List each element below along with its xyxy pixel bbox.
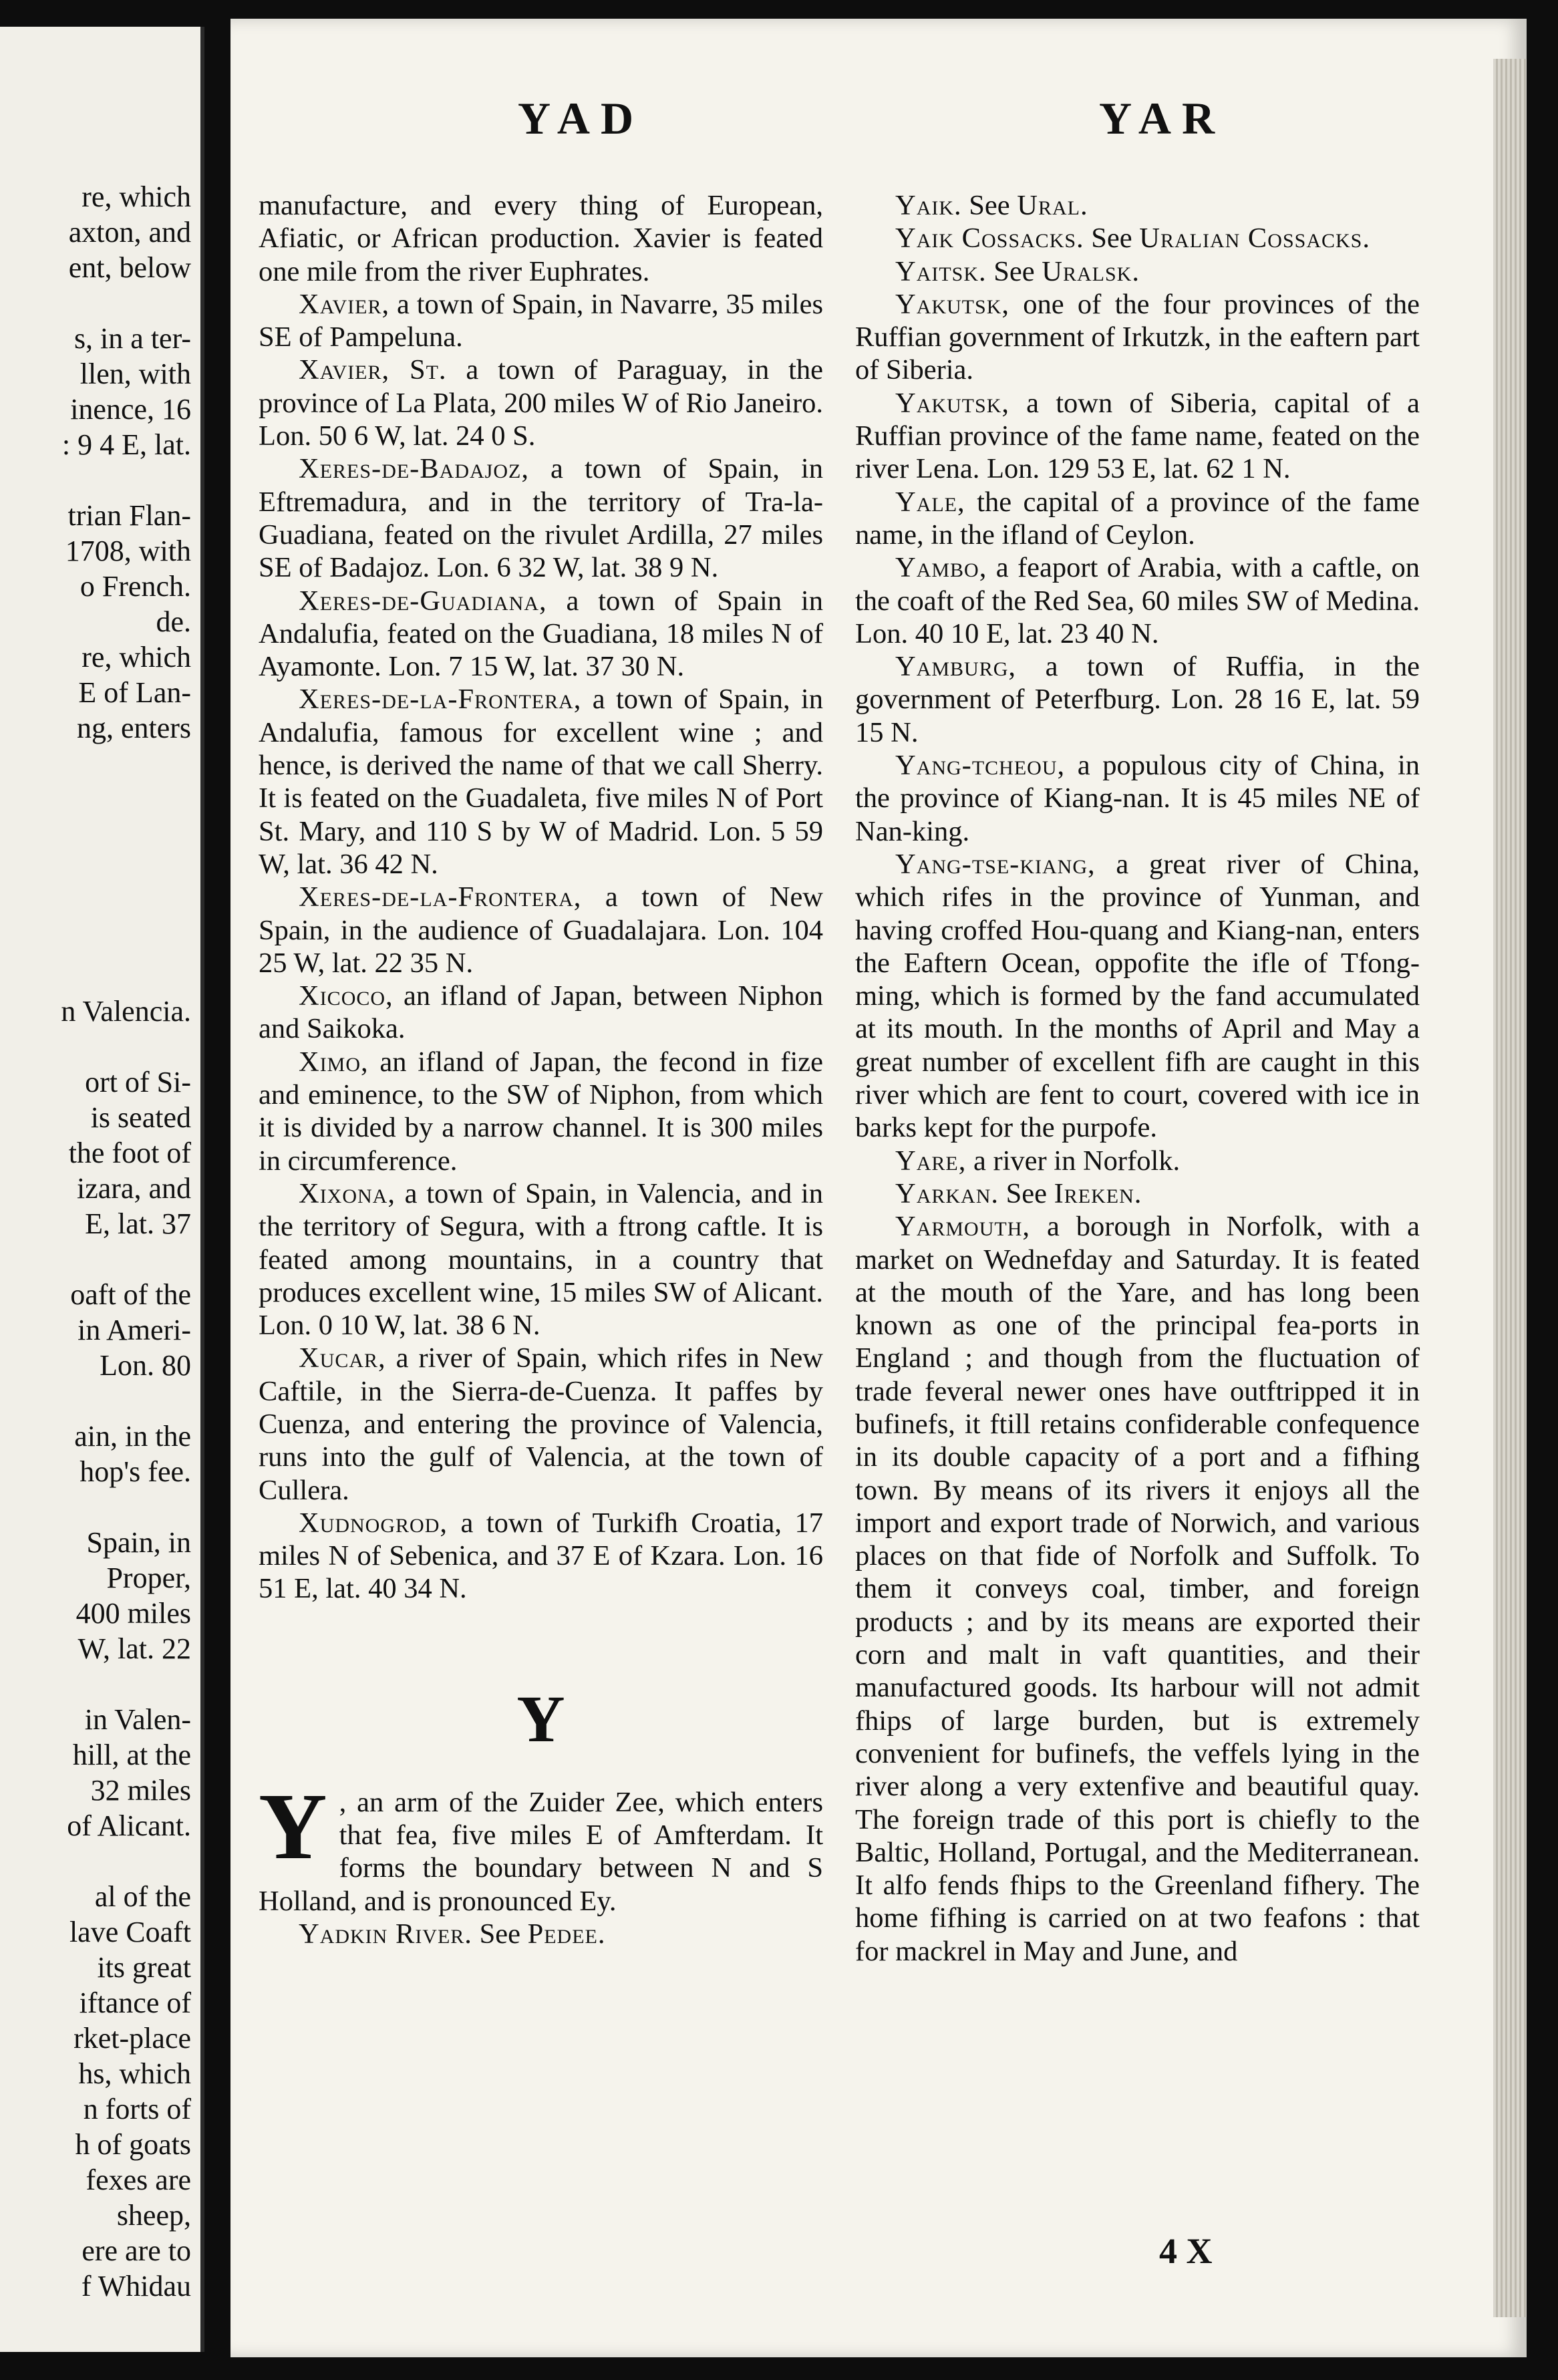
dictionary-entry: [259, 1773, 823, 1918]
entry-headword: Yang-tcheou,: [895, 750, 1066, 782]
dictionary-entry: [259, 1177, 823, 1342]
fragment-line: re, which: [82, 641, 191, 674]
entry-text: a populous city of China, in the province of Kiang-nan. It is 45 miles NE of Nan-king.: [855, 750, 1420, 847]
fragment-line: ere are to: [82, 2234, 191, 2267]
entry-headword: Yang-tse-kiang,: [895, 848, 1096, 880]
fragment-line: the foot of: [68, 1137, 191, 1169]
fragment-line: ain, in the: [74, 1420, 191, 1453]
entry-headword: Xixona,: [299, 1177, 396, 1209]
section-letter: Y: [516, 1681, 565, 1756]
fragment-line: Lon. 80: [100, 1349, 191, 1382]
entry-text: a feaport of Arabia, with a caftle, on the coaft of the Red Sea, 60 miles SW of Medina. Lon. 40 10 E, lat. 23 40 N.: [855, 552, 1420, 649]
entry-text: See: [1084, 222, 1140, 255]
adjacent-page-fragment: [0, 27, 204, 2352]
entry-headword: Xavier,: [299, 288, 390, 320]
entry-text: a town of Spain, in Navarre, 35 miles SE of Pampeluna.: [259, 288, 823, 353]
entry-headword: Yakutsk,: [895, 387, 1009, 419]
dictionary-entry: [855, 551, 1420, 650]
entry-cross-reference: Uralian Cossacks.: [1139, 222, 1370, 255]
fragment-line: in Valen-: [84, 1703, 191, 1736]
entry-text: a town of New Spain, in the audience of Guadalajara. Lon. 104 25 W, lat. 22 35 N.: [259, 881, 823, 979]
entry-text: a borough in Norfolk, with a market on Wednefday and Saturday. It is feated at the mouth of the Yare, and has long been known as one of the principal fea-ports in England ; and though from the fluctuation of trade feveral newer ones have outftripped it in bufinefs, it ftill retains confiderable confequence in its double capacity of a port and a fifhing town. By means of its rivers it enjoys all the import and export trade of Norwich, and various places on that fide of Norfolk and Suffolk. To them it conveys coal, timber, and foreign products ; and by its means are exported their corn and malt in vaft quantities, and their manufactured goods. Its harbour will not admit fhips of large burden, but is extremely convenient for bufinefs, the veffels lying in the river along a very extenfive and beautiful quay. The foreign trade of this port is chiefly to the Baltic, Holland, Portugal, and the Mediterranean. It alfo fends fhips to the Greenland fifhery. The home fifhing is carried on at two feafons : that for mackrel in May and June, and: [855, 1211, 1420, 1967]
signature-mark: 4 X: [1159, 2231, 1213, 2271]
entry-headword: Yare,: [895, 1145, 967, 1177]
fragment-line: fexes are: [86, 2164, 191, 2196]
entry-headword: Yamburg,: [895, 651, 1017, 683]
entry-headword: Yarmouth,: [895, 1211, 1030, 1243]
dictionary-entry: [259, 288, 823, 354]
fragment-line: izara, and: [77, 1172, 191, 1205]
fragment-line: hs, which: [78, 2057, 191, 2090]
entry-headword: Yaitsk.: [895, 255, 987, 287]
fragment-line: rket-place: [73, 2022, 191, 2055]
fragment-line: its great: [97, 1951, 191, 1984]
fragment-line: hop's fee.: [80, 1455, 191, 1488]
entry-cross-reference: Pedee.: [527, 1918, 606, 1950]
fragment-line: sheep,: [116, 2199, 191, 2232]
fragment-line: Spain, in: [86, 1526, 191, 1559]
fragment-line: 32 miles: [90, 1774, 191, 1807]
fragment-line: oaft of the: [70, 1278, 191, 1311]
dictionary-entry: [855, 288, 1420, 387]
running-head-left: YAD: [518, 93, 645, 144]
fragment-line: s, in a ter-: [73, 322, 191, 355]
entry-text: a town of Turkifh Croatia, 17 miles N of Sebenica, and 37 E of Kzara. Lon. 16 51 E, lat. 40 34 N.: [259, 1507, 823, 1605]
entry-text: a town of Spain, in Valencia, and in the territory of Segura, with a ftrong caftle. It is feated among mountains, in a country that produces excellent wine, 15 miles SW of Alicant. Lon. 0 10 W, lat. 38 6 N.: [259, 1177, 823, 1342]
entry-headword: Yaik.: [895, 190, 962, 221]
dictionary-entry: [855, 749, 1420, 848]
fragment-line: de.: [156, 605, 191, 638]
fragment-line: n forts of: [83, 2093, 191, 2125]
entry-text: a town of Siberia, capital of a Ruffian province of the fame name, feated on the river Lena. Lon. 129 53 E, lat. 62 1 N.: [855, 387, 1420, 485]
fragment-line: n Valencia.: [61, 995, 191, 1028]
dictionary-entry: [259, 585, 823, 684]
entry-headword: Xeres-de-la-Frontera,: [299, 881, 582, 913]
dictionary-entry: [259, 881, 823, 980]
entry-headword: Xudnogrod,: [299, 1507, 448, 1539]
fragment-line: E, lat. 37: [85, 1207, 191, 1240]
dictionary-entry: [259, 683, 823, 881]
fragment-line: axton, and: [68, 216, 191, 249]
entry-text: an ifland of Japan, the fecond in fize and eminence, to the SW of Niphon, from which it is divided by a narrow channel. It is 300 miles in circumference.: [259, 1046, 823, 1177]
dictionary-entry: [259, 1342, 823, 1506]
dictionary-entry: [259, 980, 823, 1046]
entry-headword: Xeres-de-la-Frontera,: [299, 684, 582, 716]
fragment-line: ng, enters: [76, 712, 191, 744]
entry-headword: Xeres-de-Guadiana,: [299, 585, 547, 617]
entry-cross-reference: Ural.: [1017, 190, 1088, 221]
entry-text: a river of Spain, which rifes in New Caftile, in the Sierra-de-Cuenza. It paffes by Cuenza, and entering the province of Valencia, runs into the gulf of Valencia, at the town of Cullera.: [259, 1342, 823, 1506]
entry-text: See: [472, 1918, 528, 1950]
entry-text: one of the four provinces of the Ruffian government of Irkutzk, in the eaftern part of Siberia.: [855, 288, 1420, 386]
fragment-line: in Ameri-: [77, 1314, 191, 1346]
entry-headword: Yadkin River.: [299, 1918, 472, 1950]
fragment-line: : 9 4 E, lat.: [61, 428, 191, 461]
fragment-line: lave Coaft: [69, 1916, 191, 1948]
left-column: [259, 189, 823, 1950]
dictionary-entry: [855, 189, 1420, 222]
fragment-line: of Alicant.: [67, 1809, 191, 1842]
fragment-line: inence, 16: [70, 393, 191, 426]
entry-headword: Yakutsk,: [895, 288, 1009, 320]
dictionary-entry: [259, 1918, 823, 1950]
entry-headword: Ximo,: [299, 1046, 369, 1078]
running-head-right: YAR: [1099, 93, 1226, 144]
fragment-line: al of the: [94, 1880, 191, 1913]
dictionary-entry: [855, 486, 1420, 552]
entry-text: an ifland of Japan, between Niphon and Saikoka.: [259, 980, 823, 1045]
entry-cross-reference: Uralsk.: [1042, 255, 1140, 287]
entry-text: the capital of a province of the fame name, in the ifland of Ceylon.: [855, 486, 1420, 551]
dictionary-page: [230, 19, 1527, 2357]
entry-text: a town of Spain, in Andalufia, famous for excellent wine ; and hence, is derived the name of that we call Sherry. It is feated on the Guadaleta, five miles N of Port St. Mary, and 110 S by W of Madrid. Lon. 5 59 W, lat. 36 42 N.: [259, 684, 823, 880]
fragment-line: 400 miles: [75, 1597, 191, 1630]
entry-text: , an arm of the Zuider Zee, which enters that fea, five miles E of Amfterdam. It forms the boundary between N and S Holland, and is pronounced Ey.: [259, 1786, 823, 1917]
fragment-line: ort of Si-: [85, 1066, 191, 1098]
entry-headword: Yambo,: [895, 552, 987, 584]
entry-headword: Xucar,: [299, 1342, 386, 1374]
entry-text: a town of Paraguay, in the province of La Plata, 200 miles W of Rio Janeiro. Lon. 50 6 W, lat. 24 0 S.: [259, 354, 823, 452]
fragment-line: h of goats: [75, 2128, 191, 2161]
drop-cap: Y: [259, 1773, 327, 1879]
entry-text: See: [986, 255, 1042, 287]
dictionary-entry: [855, 1145, 1420, 1177]
entry-headword: Xicoco,: [299, 980, 394, 1012]
entry-text: a town of Spain in Andalufia, feated on the Guadiana, 18 miles N of Ayamonte. Lon. 7 15 W, lat. 37 30 N.: [259, 585, 823, 683]
fragment-line: f Whidau: [81, 2270, 191, 2302]
entry-headword: Yale,: [895, 486, 965, 518]
entry-headword: Xeres-de-Badajoz,: [299, 453, 529, 485]
dictionary-entry: [855, 848, 1420, 1145]
fragment-line: ent, below: [68, 251, 191, 284]
fragment-line: o French.: [80, 570, 191, 603]
entry-text: a river in Norfolk.: [966, 1145, 1181, 1177]
dictionary-entry: [855, 1177, 1420, 1210]
entry-text: See: [961, 190, 1018, 221]
dictionary-entry: [855, 387, 1420, 486]
fragment-line: hill, at the: [72, 1739, 191, 1771]
entry-headword: Xavier, St.: [299, 354, 447, 386]
dictionary-entry: [855, 650, 1420, 749]
entry-text: a town of Ruffia, in the government of Peterfburg. Lon. 28 16 E, lat. 59 15 N.: [855, 651, 1420, 748]
fragment-line: 1708, with: [65, 535, 191, 567]
fragment-line: E of Lan-: [78, 676, 191, 709]
entry-headword: Yarkan.: [895, 1177, 999, 1209]
entry-text: a great river of China, which rifes in the province of Yunman, and having croffed Hou-quang and Kiang-nan, enters the Eaftern Ocean, oppofite the ifle of Tfong-ming, which is formed by the fand accumulated at its mouth. In the months of April and May a great number of excellent fifh are caught in this river which are fent to court, covered with ice in barks kept for the purpofe.: [855, 848, 1420, 1144]
entry-cross-reference: Ireken.: [1054, 1177, 1142, 1209]
fragment-line: iftance of: [79, 1986, 191, 2019]
entry-text: See: [999, 1177, 1054, 1209]
dictionary-entry: [855, 255, 1420, 288]
fragment-line: W, lat. 22: [77, 1632, 191, 1665]
fragment-line: is seated: [90, 1101, 191, 1134]
dictionary-entry: [259, 353, 823, 452]
right-column: [855, 189, 1420, 1968]
fragment-line: trian Flan-: [67, 499, 191, 532]
entry-headword: Yaik Cossacks.: [895, 222, 1084, 255]
page-edge: [1493, 59, 1527, 2317]
fragment-line: llen, with: [80, 357, 191, 390]
dictionary-entry: [855, 1210, 1420, 1968]
continuation-text: manufacture, and every thing of European, Afiatic, or African production. Xavier is feated one mile from the river Euphrates.: [259, 190, 823, 287]
dictionary-entry: [259, 452, 823, 584]
dictionary-entry: [259, 1507, 823, 1606]
dictionary-entry: [855, 222, 1420, 255]
entry-text: a town of Spain, in Eftremadura, and in the territory of Tra-la-Guadiana, feated on the rivulet Ardilla, 27 miles SE of Badajoz. Lon. 6 32 W, lat. 38 9 N.: [259, 453, 823, 584]
fragment-line: Proper,: [106, 1561, 191, 1594]
fragment-line: re, which: [82, 180, 191, 213]
dictionary-entry: [259, 1046, 823, 1177]
